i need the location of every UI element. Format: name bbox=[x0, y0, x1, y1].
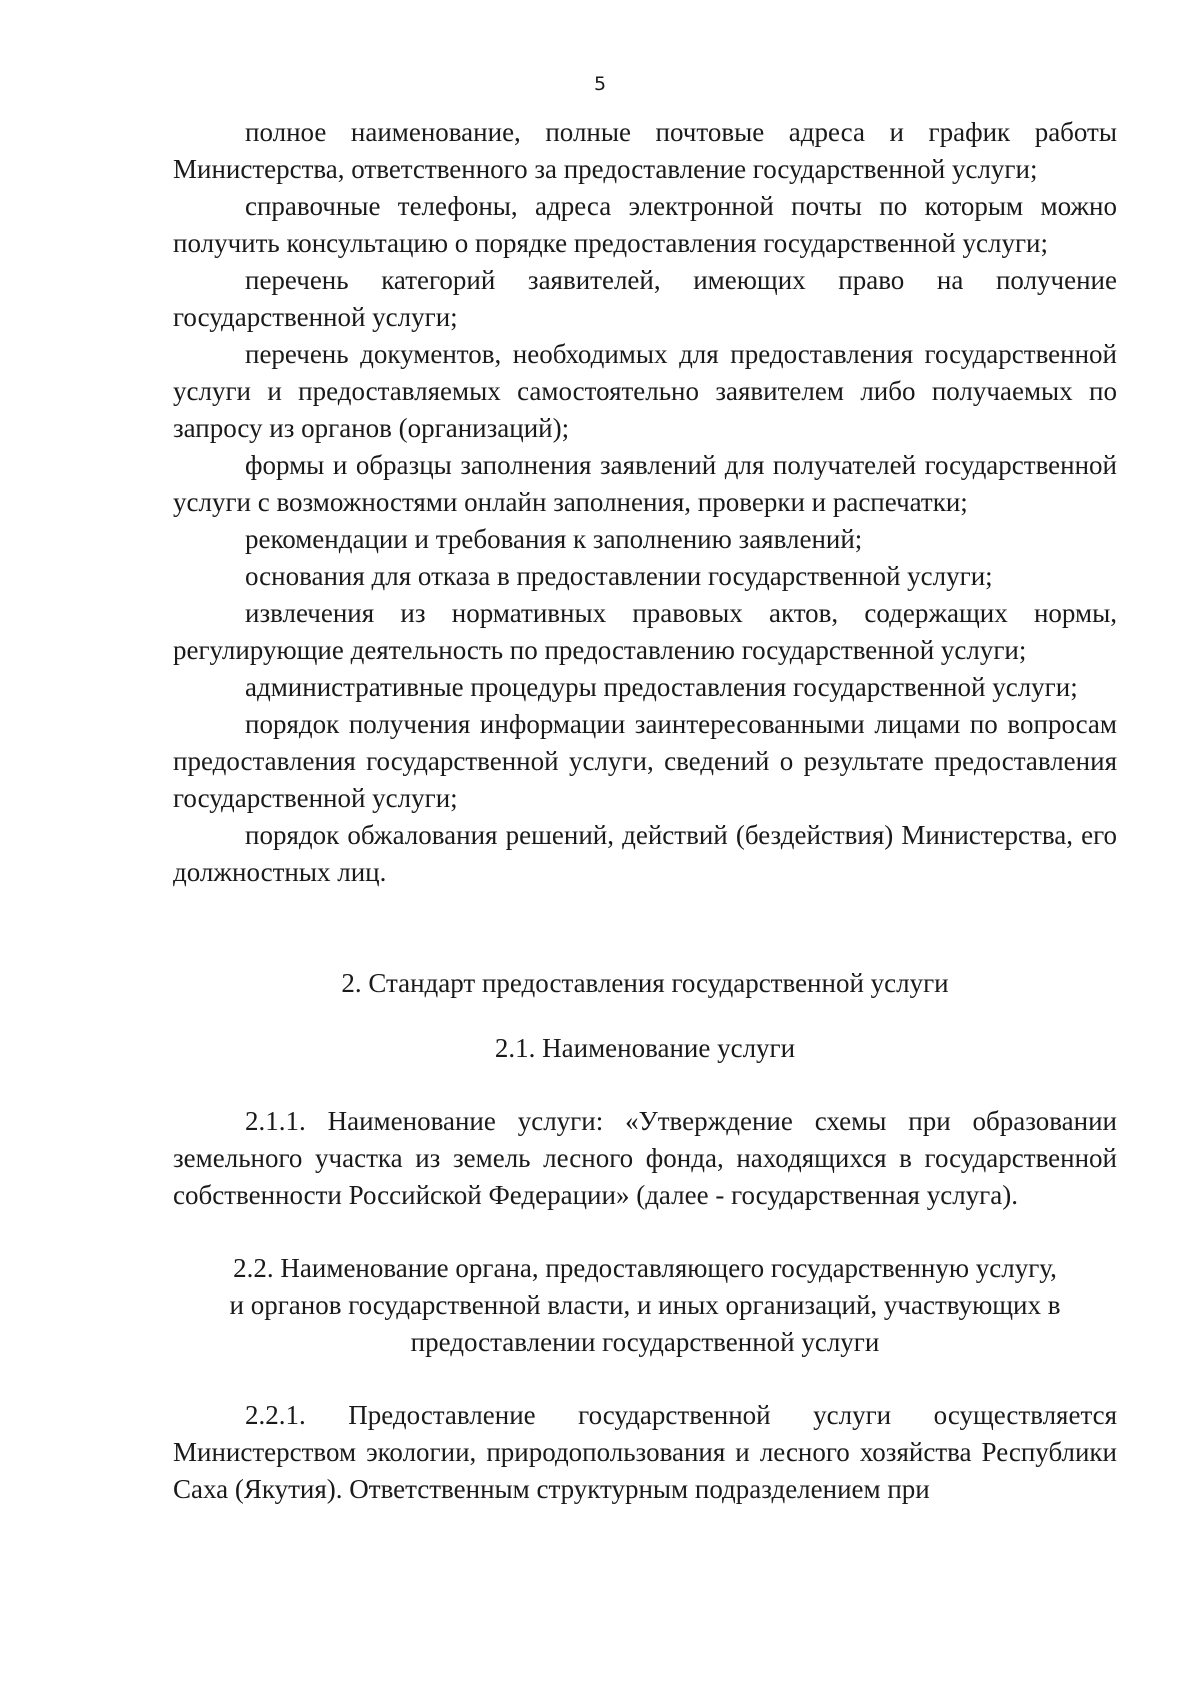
paragraph-2-2-1: 2.2.1. Предоставление государственной услуги осуществляется Министерством экологии, природопользования и лесного хозяйства Республики Саха (Якутия). Ответственным структурным подразделением при bbox=[173, 1400, 1117, 1504]
page-number: 5 bbox=[593, 73, 607, 95]
list-item: основания для отказа в предоставлении государственной услуги; bbox=[245, 561, 993, 591]
subsection-2-2-title-line: предоставлении государственной услуги bbox=[410, 1327, 880, 1357]
subsection-2-2-title bbox=[173, 1250, 1117, 1361]
list-item: порядок получения информации заинтересованными лицами по вопросам предоставления государственной услуги, сведений о результате предоставления государственной услуги; bbox=[173, 709, 1117, 813]
list-item: полное наименование, полные почтовые адреса и график работы Министерства, ответственного за предоставление государственной услуги; bbox=[173, 117, 1117, 184]
list-item: извлечения из нормативных правовых актов, содержащих нормы, регулирующие деятельность по предоставлению государственной услуги; bbox=[173, 598, 1117, 665]
paragraph-2-1-1: 2.1.1. Наименование услуги: «Утверждение схемы при образовании земельного участка из земель лесного фонда, находящихся в государственной собственности Российской Федерации» (далее - государственная услуга). bbox=[173, 1106, 1117, 1210]
document-body bbox=[173, 114, 1117, 1508]
subsection-2-2-title-line: 2.2. Наименование органа, предоставляющего государственную услугу, bbox=[233, 1253, 1057, 1283]
list-item: рекомендации и требования к заполнению заявлений; bbox=[245, 524, 863, 554]
list-item: формы и образцы заполнения заявлений для получателей государственной услуги с возможностями онлайн заполнения, проверки и распечатки; bbox=[173, 450, 1117, 517]
section-2-title: 2. Стандарт предоставления государственной услуги bbox=[341, 968, 949, 998]
list-item: перечень документов, необходимых для предоставления государственной услуги и предоставляемых самостоятельно заявителем либо получаемых по запросу из органов (организаций); bbox=[173, 339, 1117, 443]
list-item: административные процедуры предоставления государственной услуги; bbox=[245, 672, 1078, 702]
list-item: порядок обжалования решений, действий (бездействия) Министерства, его должностных лиц. bbox=[173, 820, 1117, 887]
subsection-2-2-title-line: и органов государственной власти, и иных организаций, участвующих в bbox=[229, 1290, 1061, 1320]
subsection-2-1-title: 2.1. Наименование услуги bbox=[494, 1033, 796, 1063]
list-item: справочные телефоны, адреса электронной почты по которым можно получить консультацию о порядке предоставления государственной услуги; bbox=[173, 191, 1117, 258]
list-item: перечень категорий заявителей, имеющих право на получение государственной услуги; bbox=[173, 265, 1117, 332]
